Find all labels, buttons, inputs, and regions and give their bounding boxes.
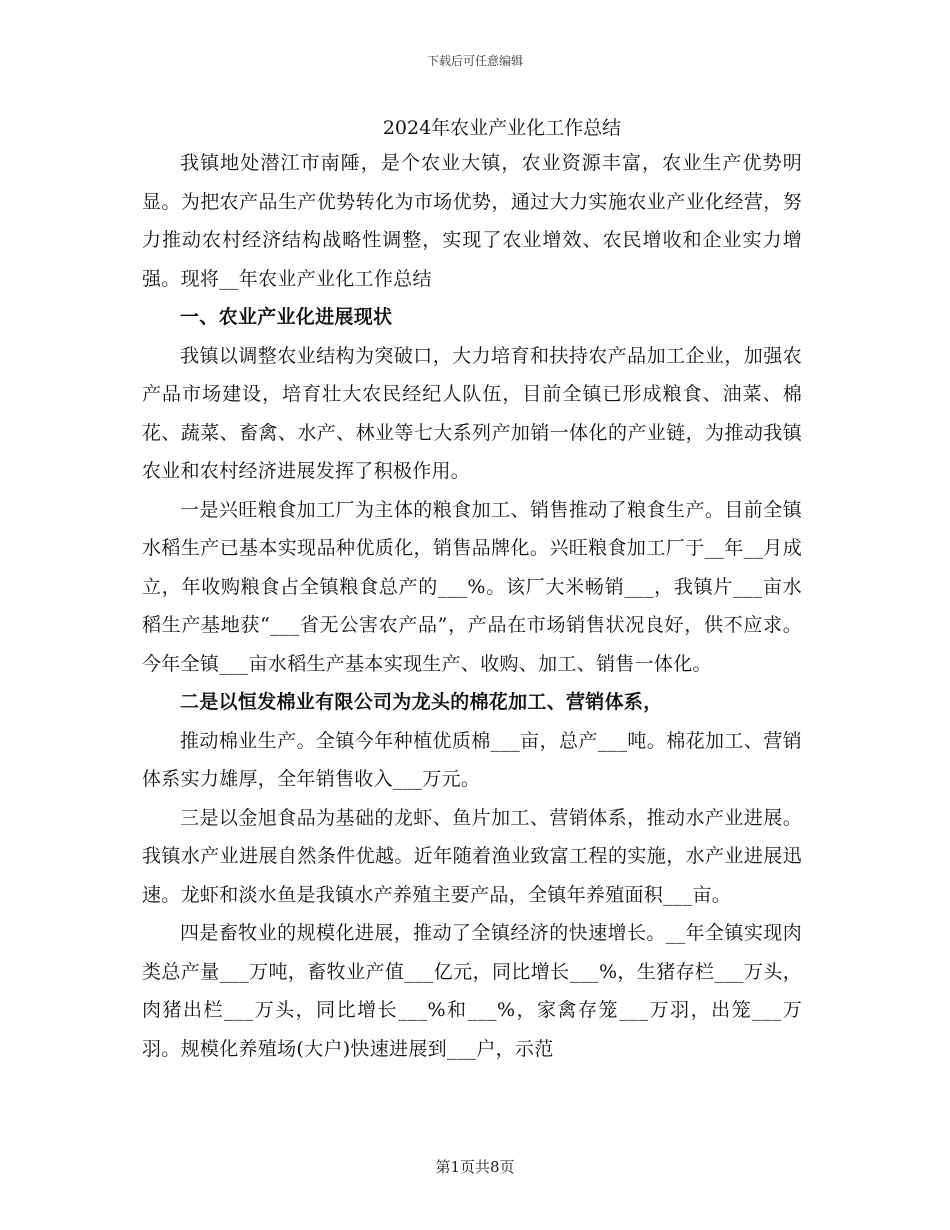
paragraph-cotton: 推动棉业生产。全镇今年种植优质棉___亩，总产___吨。棉花加工、营销体系实力雄厚，全年销售收入___万元。	[142, 729, 802, 790]
page-header: 下载后可任意编辑	[426, 54, 523, 68]
paragraph-cotton-heading: 二是以恒发棉业有限公司为龙头的棉花加工、营销体系，	[180, 691, 663, 713]
document-title: 2024年农业产业化工作总结	[382, 117, 622, 139]
paragraph-aquatic: 三是以金旭食品为基础的龙虾、鱼片加工、营销体系，推动水产业进展。我镇水产业进展自然条件优越。近年随着渔业致富工程的实施，水产业进展迅速。龙虾和淡水鱼是我镇水产养殖主要产品，全镇年养殖面积___亩。	[142, 806, 802, 906]
document-body	[142, 112, 802, 1068]
paragraph-livestock: 四是畜牧业的规模化进展，推动了全镇经济的快速增长。__年全镇实现肉类总产量___万吨，畜牧业产值___亿元，同比增长___%，生猪存栏___万头，肉猪出栏___万头，同比增长___%和___%，家禽存笼___万羽，出笼___万羽。规模化养殖场(大户)快速进展到___户，示范	[142, 922, 802, 1060]
paragraph-grain: 一是兴旺粮食加工厂为主体的粮食加工、销售推动了粮食生产。目前全镇水稻生产已基本实现品种优质化，销售品牌化。兴旺粮食加工厂于__年__月成立，年收购粮食占全镇粮食总产的___%。该厂大米畅销___，我镇片___亩水稻生产基地获“___省无公害农产品”，产品在市场销售状况良好，供不应求。今年全镇___亩水稻生产基本实现生产、收购、加工、销售一体化。	[142, 498, 802, 675]
paragraph-intro: 我镇地处潜江市南陲，是个农业大镇，农业资源丰富，农业生产优势明显。为把农产品生产优势转化为市场优势，通过大力实施农业产业化经营，努力推动农村经济结构战略性调整，实现了农业增效、农民增收和企业实力增强。现将__年农业产业化工作总结	[142, 152, 802, 290]
section-heading-1: 一、农业产业化进展现状	[180, 306, 393, 328]
paragraph-structure: 我镇以调整农业结构为突破口，大力培育和扶持农产品加工企业，加强农产品市场建设，培育壮大农民经纪人队伍，目前全镇已形成粮食、油菜、棉花、蔬菜、畜禽、水产、林业等七大系列产加销一体化的产业链，为推动我镇农业和农村经济进展发挥了积极作用。	[142, 344, 802, 482]
page-footer: 第1页共8页	[435, 1158, 515, 1176]
